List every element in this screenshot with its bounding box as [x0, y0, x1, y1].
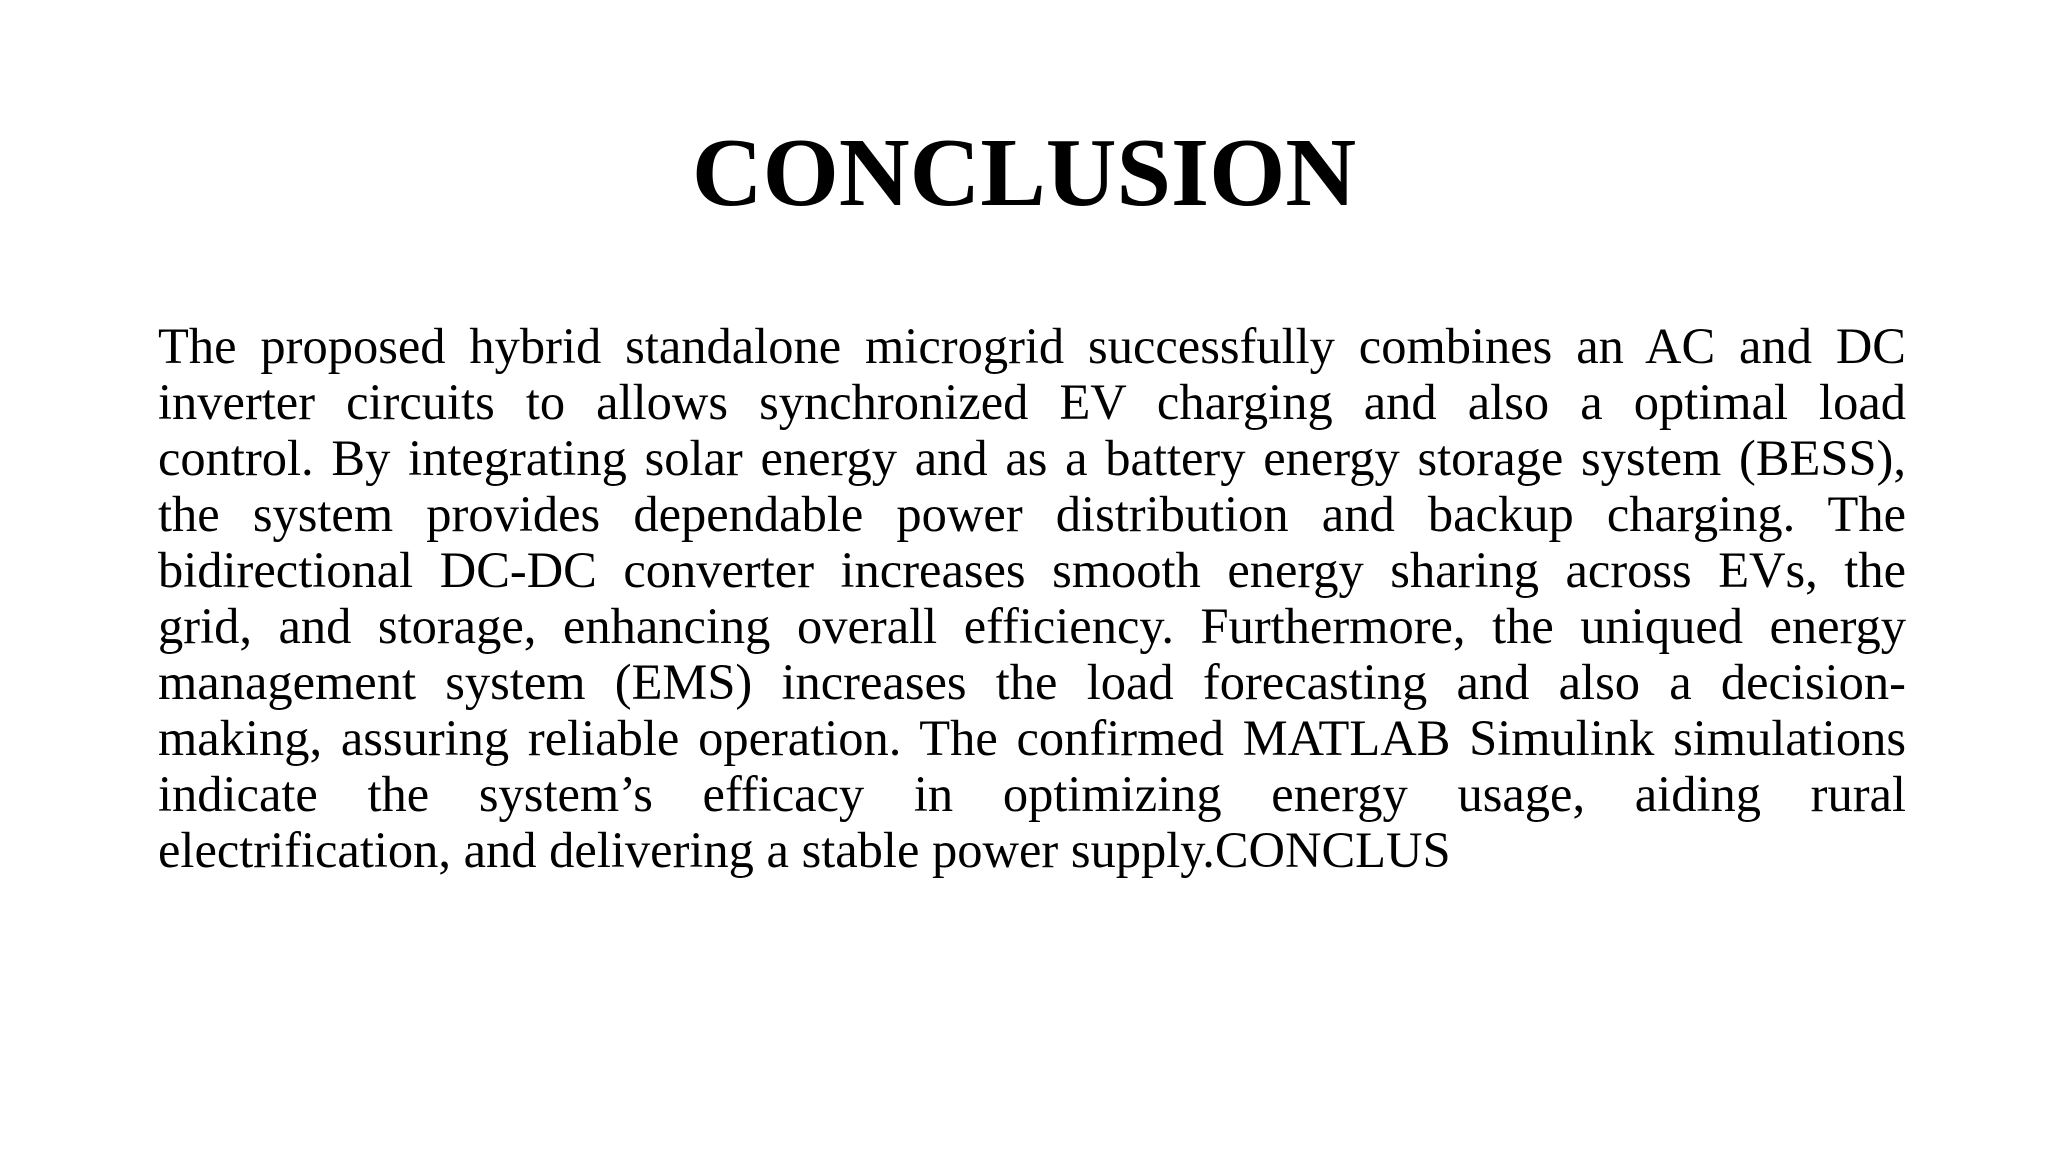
paragraph-line: management system (EMS) increases the load forecasting and also a decision- — [158, 654, 1906, 710]
paragraph-line: inverter circuits to allows synchronized EV charging and also a optimal load — [158, 374, 1906, 430]
paragraph-line: bidirectional DC-DC converter increases smooth energy sharing across EVs, the — [158, 542, 1906, 598]
paragraph-line: indicate the system’s efficacy in optimizing energy usage, aiding rural — [158, 766, 1906, 822]
paragraph-line: making, assuring reliable operation. The confirmed MATLAB Simulink simulations — [158, 710, 1906, 766]
paragraph-line: grid, and storage, enhancing overall efficiency. Furthermore, the uniqued energy — [158, 598, 1906, 654]
paragraph-line: control. By integrating solar energy and as a battery energy storage system (BESS), — [158, 430, 1906, 486]
conclusion-paragraph — [158, 318, 1906, 878]
paragraph-line: electrification, and delivering a stable power supply.CONCLUS — [158, 822, 1451, 878]
paragraph-line: the system provides dependable power distribution and backup charging. The — [158, 486, 1906, 542]
paragraph-line: The proposed hybrid standalone microgrid successfully combines an AC and DC — [158, 318, 1906, 374]
slide-title: CONCLUSION — [691, 119, 1357, 227]
